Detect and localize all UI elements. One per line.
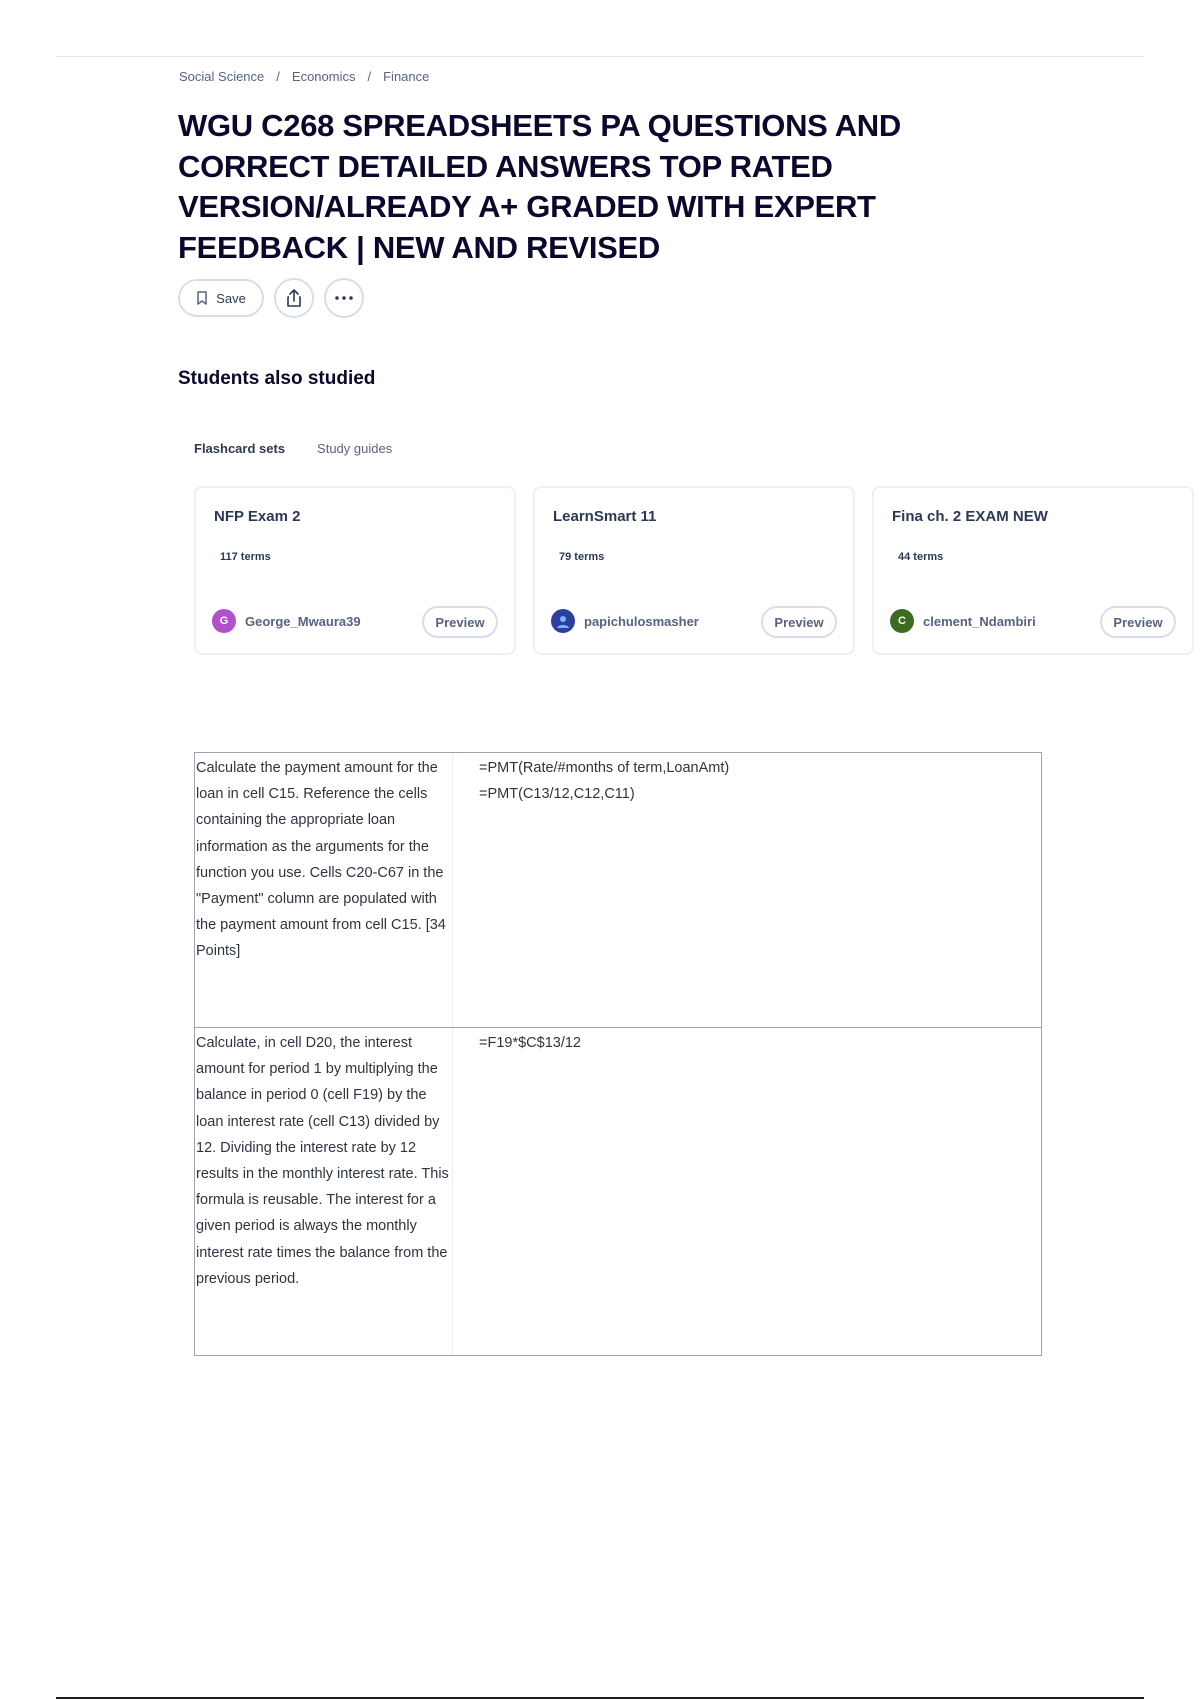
more-icon: [334, 295, 354, 301]
flashcard-carousel: [194, 486, 1163, 658]
flashcard-set-card[interactable]: [194, 486, 516, 655]
breadcrumb-social-science[interactable]: Social Science: [179, 69, 265, 84]
avatar: [551, 609, 575, 633]
breadcrumb-separator: /: [367, 69, 372, 84]
avatar-image-icon: [555, 613, 571, 629]
answer-cell: [453, 753, 1041, 1027]
avatar: G: [212, 609, 236, 633]
card-author[interactable]: [212, 609, 361, 633]
study-tabs: [194, 441, 424, 456]
author-name: clement_Ndambiri: [923, 613, 1036, 629]
students-also-studied-heading: Students also studied: [178, 368, 376, 389]
bottom-divider: [56, 1697, 1144, 1699]
qa-table: [194, 752, 1042, 1356]
breadcrumb-economics[interactable]: Economics: [291, 69, 356, 84]
save-label: Save: [216, 290, 246, 306]
card-title: Fina ch. 2 EXAM NEW: [892, 508, 1048, 525]
author-name: George_Mwaura39: [245, 613, 361, 629]
question-cell: Calculate the payment amount for the loan in cell C15. Reference the cells containing the appropriate loan information as the arguments for the function you use. Cells C20-C67 in the "Payment" column are populated with the payment amount from cell C15. [34 Points]: [195, 753, 453, 1027]
save-button[interactable]: [178, 279, 264, 317]
top-divider: [56, 56, 1144, 57]
card-terms-count: 117 terms: [220, 551, 271, 563]
tab-flashcard-sets[interactable]: Flashcard sets: [194, 441, 286, 456]
question-cell: Calculate, in cell D20, the interest amount for period 1 by multiplying the balance in period 0 (cell F19) by the loan interest rate (cell C13) divided by 12. Dividing the interest rate by 12 results in the monthly interest rate. This formula is reusable. The interest for a given period is always the monthly interest rate times the balance from the previous period.: [195, 1028, 453, 1355]
table-row: [195, 1028, 1041, 1355]
share-icon: [285, 288, 303, 308]
preview-button[interactable]: Preview: [761, 606, 837, 638]
more-options-button[interactable]: [324, 278, 364, 318]
table-row: [195, 753, 1041, 1028]
preview-button[interactable]: Preview: [422, 606, 498, 638]
card-author[interactable]: [551, 609, 699, 633]
card-author[interactable]: [890, 609, 1036, 633]
flashcard-set-card[interactable]: [872, 486, 1194, 655]
card-title: NFP Exam 2: [214, 508, 301, 525]
bookmark-icon: [196, 291, 208, 305]
share-button[interactable]: [274, 278, 314, 318]
breadcrumb-finance[interactable]: Finance: [383, 69, 430, 84]
answer-cell: [453, 1028, 1041, 1355]
card-terms-count: 44 terms: [898, 551, 944, 563]
answer-line: =PMT(Rate/#months of term,LoanAmt): [479, 760, 730, 776]
page-title: WGU C268 SPREADSHEETS PA QUESTIONS AND CORRECT DETAILED ANSWERS TOP RATED VERSION/ALREADY A+ GRADED WITH EXPERT FEEDBACK | NEW AND REVISED: [178, 108, 901, 265]
tab-study-guides[interactable]: Study guides: [317, 441, 393, 456]
breadcrumb-separator: /: [276, 69, 280, 84]
flashcard-set-card[interactable]: [533, 486, 855, 655]
avatar: C: [890, 609, 914, 633]
card-title: LearnSmart 11: [553, 508, 657, 525]
breadcrumb: [179, 69, 429, 84]
preview-button[interactable]: Preview: [1100, 606, 1176, 638]
card-terms-count: 79 terms: [559, 551, 605, 563]
answer-line: =PMT(C13/12,C12,C11): [479, 786, 635, 803]
author-name: papichulosmasher: [584, 613, 699, 629]
answer-line: =F19*$C$13/12: [479, 1035, 581, 1051]
action-bar: [178, 278, 364, 318]
